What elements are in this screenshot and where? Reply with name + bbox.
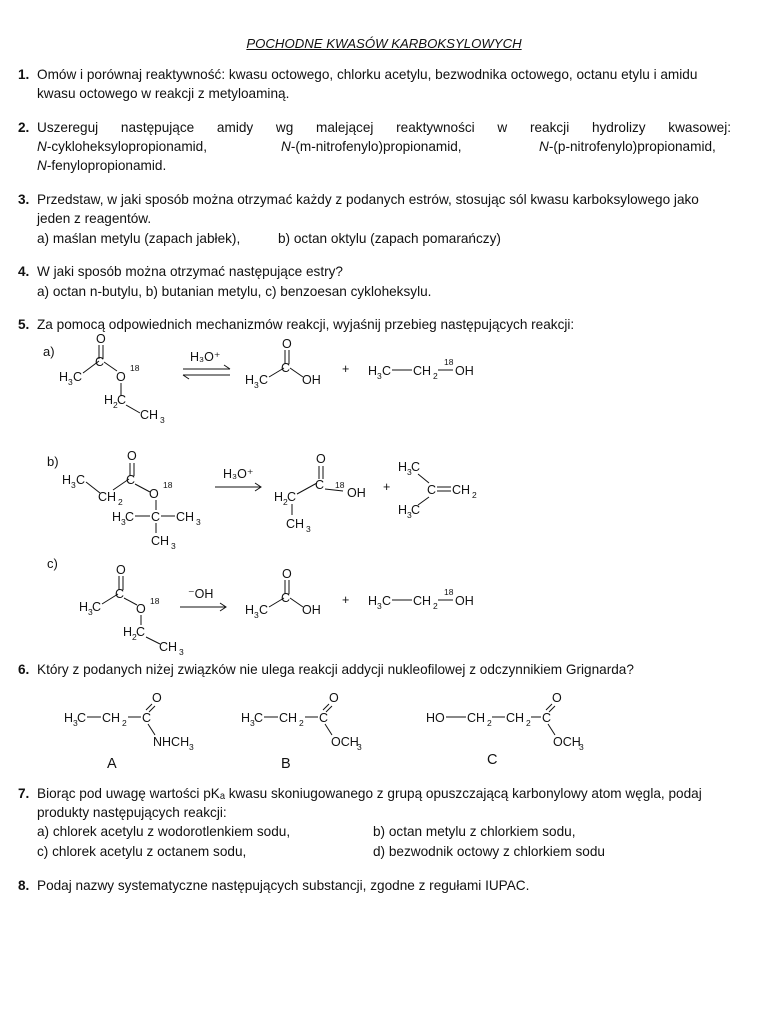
svg-text:C: C bbox=[254, 711, 264, 725]
svg-text:OCH: OCH bbox=[331, 735, 359, 749]
svg-text:CH: CH bbox=[159, 640, 178, 654]
svg-text:C: C bbox=[77, 711, 87, 725]
question-7-option-c: c) chlorek acetylu z octanem sodu, bbox=[37, 844, 247, 859]
svg-text:+: + bbox=[342, 593, 350, 607]
svg-text:C: C bbox=[411, 460, 421, 474]
svg-text:H: H bbox=[241, 711, 251, 725]
reagent-h3o-a: H₃O⁺ bbox=[190, 350, 221, 364]
svg-text:3: 3 bbox=[377, 371, 382, 381]
svg-text:H: H bbox=[245, 603, 255, 617]
svg-text:CH: CH bbox=[176, 510, 195, 524]
svg-text:2: 2 bbox=[472, 490, 477, 500]
propanoic-acid-18o-structure bbox=[274, 452, 366, 534]
svg-text:18: 18 bbox=[444, 357, 454, 367]
svg-text:C: C bbox=[73, 370, 83, 384]
svg-text:C: C bbox=[126, 473, 136, 487]
n-prefix: N bbox=[539, 139, 549, 154]
svg-text:C: C bbox=[315, 478, 325, 492]
svg-text:O: O bbox=[127, 449, 137, 463]
svg-text:C: C bbox=[151, 510, 161, 524]
question-7-option-d: d) bezwodnik octowy z chlorkiem sodu bbox=[373, 844, 605, 859]
svg-text:3: 3 bbox=[377, 601, 382, 611]
reaction-b bbox=[47, 449, 477, 551]
svg-text:H: H bbox=[79, 600, 89, 614]
question-6-line-1: Który z podanych niżej związków nie ulega reakcji addycji nukleofilowej z odczynnikiem Grignarda? bbox=[37, 662, 634, 677]
amide-name: -(p-nitrofenylo)propionamid, bbox=[548, 139, 716, 154]
amide-name: -(m-nitrofenylo)propionamid, bbox=[290, 139, 462, 154]
reaction-b-label: b) bbox=[47, 454, 59, 469]
isobutylene-structure bbox=[398, 460, 477, 520]
svg-text:CH: CH bbox=[452, 483, 471, 497]
compound-label-b: B bbox=[281, 756, 291, 772]
svg-text:H: H bbox=[368, 594, 378, 608]
svg-text:CH: CH bbox=[413, 594, 432, 608]
amide-name: -fenylopropionamid. bbox=[46, 158, 167, 173]
ethyl-acetate-18o-structure-c bbox=[79, 563, 184, 657]
svg-text:O: O bbox=[96, 332, 106, 346]
svg-text:H: H bbox=[104, 393, 114, 407]
svg-text:3: 3 bbox=[88, 607, 93, 617]
svg-text:OH: OH bbox=[455, 594, 474, 608]
svg-text:C: C bbox=[411, 503, 421, 517]
compound-label-a: A bbox=[107, 756, 117, 772]
svg-text:+: + bbox=[342, 362, 350, 376]
svg-text:C: C bbox=[287, 490, 297, 504]
svg-text:3: 3 bbox=[407, 510, 412, 520]
svg-text:3: 3 bbox=[407, 467, 412, 477]
svg-text:O: O bbox=[152, 691, 162, 705]
question-4-line-1: W jaki sposób można otrzymać następujące estry? bbox=[37, 264, 343, 279]
svg-text:C: C bbox=[136, 625, 146, 639]
svg-text:CH: CH bbox=[98, 490, 117, 504]
svg-text:3: 3 bbox=[121, 517, 126, 527]
svg-text:HO: HO bbox=[426, 711, 445, 725]
svg-text:2: 2 bbox=[433, 601, 438, 611]
svg-text:OCH: OCH bbox=[553, 735, 581, 749]
svg-text:O: O bbox=[136, 602, 146, 616]
reaction-c bbox=[47, 556, 474, 657]
question-6-number: 6. bbox=[18, 662, 30, 677]
svg-text:C: C bbox=[117, 393, 127, 407]
svg-text:+: + bbox=[383, 480, 391, 494]
svg-text:3: 3 bbox=[71, 480, 76, 490]
question-3-option-a: a) maślan metylu (zapach jabłek), bbox=[37, 231, 241, 246]
svg-text:O: O bbox=[282, 567, 292, 581]
svg-text:2: 2 bbox=[526, 718, 531, 728]
question-2-line-1: Uszereguj następujące amidy wg malejącej reaktywności w reakcji hydrolizy kwasowej: bbox=[37, 120, 731, 135]
svg-text:3: 3 bbox=[254, 610, 259, 620]
reaction-a bbox=[43, 332, 474, 425]
svg-text:18: 18 bbox=[130, 363, 140, 373]
reaction-arrow-c bbox=[180, 603, 226, 611]
svg-text:OH: OH bbox=[302, 373, 321, 387]
svg-text:H: H bbox=[368, 364, 378, 378]
svg-text:18: 18 bbox=[444, 587, 454, 597]
svg-text:3: 3 bbox=[254, 380, 259, 390]
question-5-number: 5. bbox=[18, 317, 30, 332]
svg-text:C: C bbox=[142, 711, 152, 725]
page-title: POCHODNE KWASÓW KARBOKSYLOWYCH bbox=[246, 36, 522, 51]
reagent-h3o-b: H₃O⁺ bbox=[223, 467, 254, 481]
svg-text:C: C bbox=[92, 600, 102, 614]
svg-text:3: 3 bbox=[171, 541, 176, 551]
svg-text:C: C bbox=[281, 591, 291, 605]
svg-text:C: C bbox=[76, 473, 86, 487]
svg-text:2: 2 bbox=[122, 718, 127, 728]
svg-text:3: 3 bbox=[189, 742, 194, 752]
compound-label-c: C bbox=[487, 752, 498, 768]
svg-text:O: O bbox=[329, 691, 339, 705]
compound-c-methyl-hydroxybutanoate bbox=[426, 691, 584, 768]
svg-text:H: H bbox=[64, 711, 74, 725]
question-4-number: 4. bbox=[18, 264, 30, 279]
svg-text:2: 2 bbox=[118, 497, 123, 507]
ethanol-18o-structure bbox=[368, 357, 474, 381]
svg-text:CH: CH bbox=[286, 517, 305, 531]
svg-text:H: H bbox=[59, 370, 69, 384]
svg-text:H: H bbox=[245, 373, 255, 387]
question-8-number: 8. bbox=[18, 878, 30, 893]
svg-text:3: 3 bbox=[179, 647, 184, 657]
question-7-option-b: b) octan metylu z chlorkiem sodu, bbox=[373, 824, 576, 839]
question-1-line-2: kwasu octowego w reakcji z metyloaminą. bbox=[37, 86, 290, 101]
svg-text:C: C bbox=[427, 483, 437, 497]
svg-text:CH: CH bbox=[151, 534, 170, 548]
acetic-acid-structure bbox=[245, 337, 321, 390]
tert-butyl-propanoate-structure bbox=[62, 449, 201, 551]
svg-text:C: C bbox=[542, 711, 552, 725]
svg-text:C: C bbox=[259, 373, 269, 387]
svg-text:CH: CH bbox=[279, 711, 298, 725]
svg-text:H: H bbox=[398, 460, 408, 474]
svg-text:O: O bbox=[149, 487, 159, 501]
question-3-line-1: Przedstaw, w jaki sposób można otrzymać każdy z podanych estrów, stosując sól kwasu karboksylowego jako bbox=[37, 192, 699, 207]
svg-text:H: H bbox=[398, 503, 408, 517]
svg-text:3: 3 bbox=[68, 377, 73, 387]
question-8-line-1: Podaj nazwy systematyczne następujących substancji, zgodne z regułami IUPAC. bbox=[37, 878, 530, 893]
svg-text:H: H bbox=[112, 510, 122, 524]
svg-text:C: C bbox=[319, 711, 329, 725]
svg-text:2: 2 bbox=[433, 371, 438, 381]
svg-text:C: C bbox=[382, 594, 392, 608]
question-5-line-1: Za pomocą odpowiednich mechanizmów reakcji, wyjaśnij przebieg następujących reakcji: bbox=[37, 317, 575, 332]
question-7-option-a: a) chlorek acetylu z wodorotlenkiem sodu, bbox=[37, 824, 291, 839]
svg-text:3: 3 bbox=[357, 742, 362, 752]
reaction-arrow-b bbox=[215, 483, 261, 491]
svg-text:2: 2 bbox=[283, 497, 288, 507]
svg-text:3: 3 bbox=[73, 718, 78, 728]
svg-text:18: 18 bbox=[150, 596, 160, 606]
svg-text:O: O bbox=[316, 452, 326, 466]
svg-text:C: C bbox=[115, 587, 125, 601]
svg-text:O: O bbox=[282, 337, 292, 351]
svg-text:3: 3 bbox=[579, 742, 584, 752]
reagent-oh-c: ⁻OH bbox=[188, 587, 214, 601]
svg-text:C: C bbox=[125, 510, 135, 524]
svg-text:18: 18 bbox=[335, 480, 345, 490]
svg-text:NHCH: NHCH bbox=[153, 735, 190, 749]
svg-text:C: C bbox=[382, 364, 392, 378]
compound-a-n-methylpropanamide bbox=[64, 691, 194, 772]
svg-text:3: 3 bbox=[196, 517, 201, 527]
equilibrium-arrows bbox=[183, 365, 230, 379]
svg-text:H: H bbox=[62, 473, 72, 487]
svg-text:CH: CH bbox=[140, 408, 159, 422]
svg-text:H: H bbox=[123, 625, 133, 639]
svg-text:2: 2 bbox=[132, 632, 137, 642]
question-1-line-1: Omów i porównaj reaktywność: kwasu octowego, chlorku acetylu, bezwodnika octowego, octanu etylu i amidu bbox=[37, 67, 698, 82]
svg-text:C: C bbox=[259, 603, 269, 617]
svg-text:CH: CH bbox=[413, 364, 432, 378]
svg-text:3: 3 bbox=[306, 524, 311, 534]
n-prefix: N bbox=[37, 158, 47, 173]
svg-text:C: C bbox=[281, 361, 291, 375]
ethyl-acetate-18o-structure bbox=[59, 332, 165, 425]
n-prefix: N bbox=[37, 139, 47, 154]
svg-text:OH: OH bbox=[455, 364, 474, 378]
question-4-options: a) octan n-butylu, b) butanian metylu, c) benzoesan cykloheksylu. bbox=[37, 284, 432, 299]
svg-text:O: O bbox=[116, 370, 126, 384]
question-3-line-2: jeden z reagentów. bbox=[37, 211, 152, 226]
svg-text:O: O bbox=[116, 563, 126, 577]
question-7-number: 7. bbox=[18, 786, 30, 801]
svg-text:CH: CH bbox=[102, 711, 121, 725]
n-prefix: N bbox=[281, 139, 291, 154]
reaction-c-label: c) bbox=[47, 556, 58, 571]
svg-text:2: 2 bbox=[113, 400, 118, 410]
acetic-acid-structure-c bbox=[245, 567, 321, 620]
svg-text:H: H bbox=[274, 490, 284, 504]
compound-b-methyl-propanoate bbox=[241, 691, 362, 772]
question-3-option-b: b) octan oktylu (zapach pomarańczy) bbox=[278, 231, 501, 246]
reaction-a-label: a) bbox=[43, 344, 55, 359]
svg-text:3: 3 bbox=[160, 415, 165, 425]
question-3-number: 3. bbox=[18, 192, 30, 207]
svg-text:3: 3 bbox=[250, 718, 255, 728]
svg-text:C: C bbox=[95, 355, 105, 369]
question-7-line-2: produkty następujących reakcji: bbox=[37, 805, 227, 820]
svg-text:2: 2 bbox=[299, 718, 304, 728]
question-2-number: 2. bbox=[18, 120, 30, 135]
svg-text:OH: OH bbox=[347, 486, 366, 500]
question-7-line-1: Biorąc pod uwagę wartości pKₐ kwasu skoniugowanego z grupą opuszczającą karbonylowy atom węgla, podaj bbox=[37, 786, 702, 801]
question-1-number: 1. bbox=[18, 67, 30, 82]
svg-text:O: O bbox=[552, 691, 562, 705]
amide-name: -cykloheksylopropionamid, bbox=[46, 139, 208, 154]
svg-text:18: 18 bbox=[163, 480, 173, 490]
svg-text:CH: CH bbox=[467, 711, 486, 725]
svg-text:CH: CH bbox=[506, 711, 525, 725]
svg-text:2: 2 bbox=[487, 718, 492, 728]
svg-text:OH: OH bbox=[302, 603, 321, 617]
ethanol-18o-structure-c bbox=[368, 587, 474, 611]
